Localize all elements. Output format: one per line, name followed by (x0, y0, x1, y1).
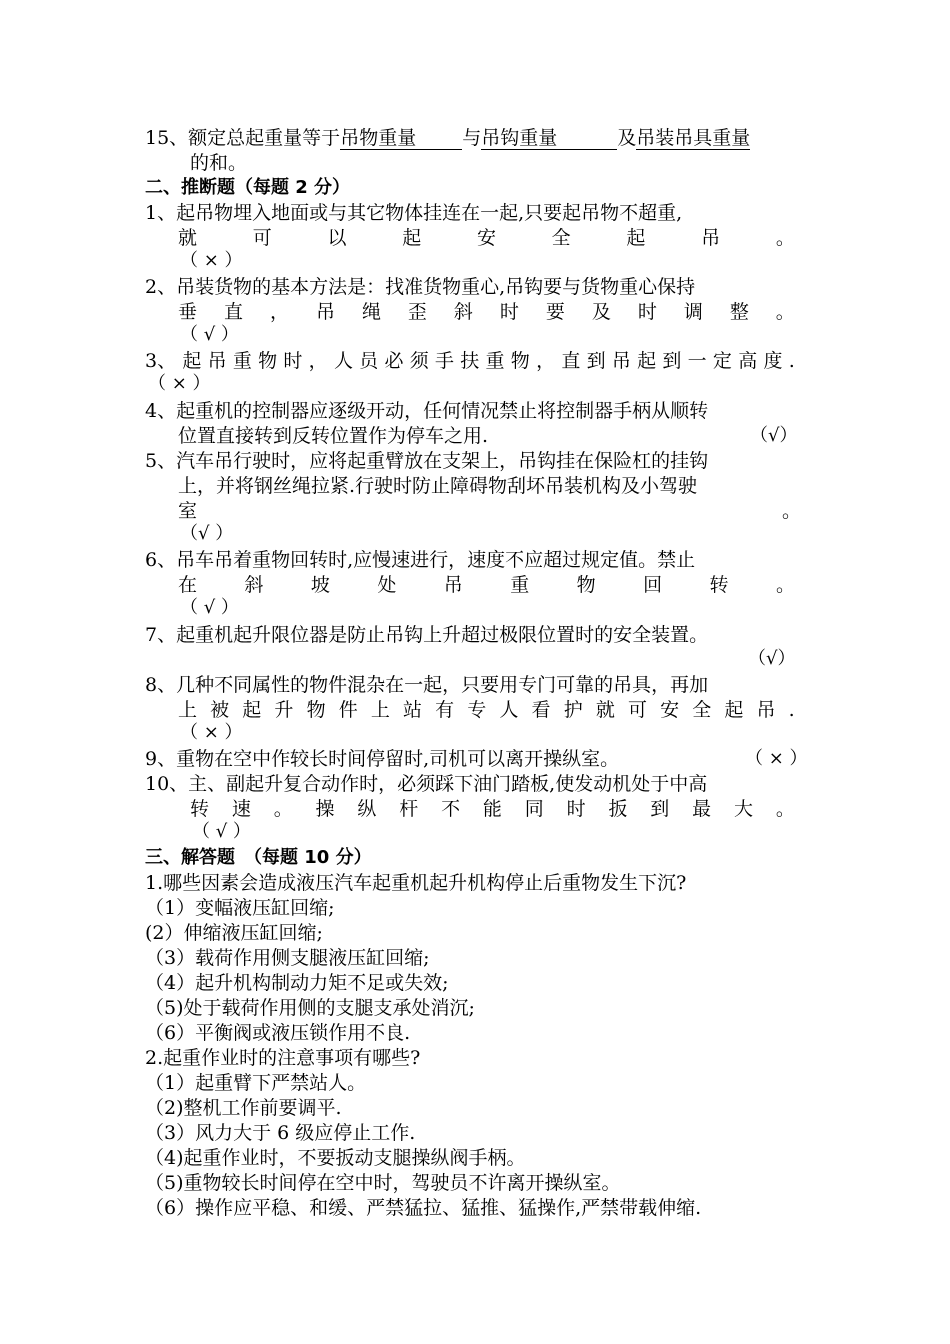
spread-char: 就 (178, 227, 198, 249)
judgment-item-8-answer: （ × ） (180, 722, 243, 743)
q15-line (145, 126, 750, 150)
spread-char: 整 (729, 301, 749, 323)
spread-char: 能 (482, 798, 502, 820)
spread-char: 高 (738, 350, 758, 372)
spread-char: 斜 (244, 574, 264, 596)
spread-char: ， (536, 350, 556, 372)
spread-char: 绳 (361, 301, 381, 323)
essay-question-2: 2.起重作业时的注意事项有哪些? (145, 1047, 421, 1069)
spread-char: 最 (692, 798, 712, 820)
spread-char: 杆 (399, 798, 419, 820)
spread-char: 起 (724, 699, 744, 721)
essay-answer-1-1: （1）变幅液压缸回缩; (145, 897, 335, 919)
spread-char: 垂 (178, 301, 198, 323)
essay-answer-1-2: (2）伸缩液压缸回缩; (145, 922, 323, 944)
spread-char: 回 (643, 574, 663, 596)
judgment-item-1-answer: （ × ） (180, 250, 243, 271)
section-2-heading: 二、推断题（每题 2 分） (145, 177, 351, 198)
spread-char: 安 (476, 227, 496, 249)
judgment-item-3-spread (145, 349, 795, 373)
essay-answer-1-6: （6）平衡阀或液压锁作用不良. (145, 1022, 411, 1044)
judgment-item-5-line3: 室 (178, 500, 198, 522)
spread-char: 吊 (207, 350, 227, 372)
spread-char: 须 (409, 350, 429, 372)
spread-char: 专 (467, 699, 487, 721)
spread-char: 升 (274, 699, 294, 721)
essay-answer-1-5: （5)处于载荷作用侧的支腿支承处消沉; (145, 997, 475, 1019)
spread-char: 物 (306, 699, 326, 721)
essay-answer-2-6: （6）操作应平稳、和缓、严禁猛拉、猛推、猛操作,严禁带载伸缩. (145, 1197, 702, 1219)
spread-char: 要 (545, 301, 565, 323)
spread-char: 安 (660, 699, 680, 721)
spread-char: ， (308, 350, 328, 372)
judgment-item-3-answer: （ × ） (148, 373, 211, 394)
judgment-item-10: 10、主、副起升复合动作时，必须踩下油门踏板,使发动机处于中高 (145, 773, 708, 795)
spread-char: 手 (435, 350, 455, 372)
judgment-item-1-spread (178, 226, 795, 250)
judgment-item-8: 8、几种不同属性的物件混杂在一起，只要用专门可靠的吊具，再加 (145, 674, 709, 696)
spread-char: 一 (687, 350, 707, 372)
q15-mid-1: 与 (462, 127, 482, 149)
spread-char: 人 (499, 699, 519, 721)
spread-char: 全 (692, 699, 712, 721)
judgment-item-2-answer: （ √ ） (180, 324, 239, 345)
spread-char: 可 (627, 699, 647, 721)
spread-char: 物 (258, 350, 278, 372)
spread-char: 以 (327, 227, 347, 249)
judgment-item-8-spread (178, 698, 795, 722)
judgment-item-5-line3-end: 。 (782, 500, 802, 522)
q15-blank-2: 吊钩重量 (481, 127, 617, 150)
spread-char: 操 (315, 798, 335, 820)
spread-char: 。 (775, 301, 795, 323)
spread-char: ， (269, 301, 289, 323)
spread-char: 到 (586, 350, 606, 372)
spread-char: 坡 (310, 574, 330, 596)
judgment-item-9-answer: （ × ） (745, 748, 808, 769)
spread-char: 大 (733, 798, 753, 820)
judgment-item-5-line2: 上，并将钢丝绳拉紧.行驶时防止障碍物刮坏吊装机构及小驾驶 (178, 475, 698, 497)
spread-char: 歪 (407, 301, 427, 323)
spread-char: 。 (775, 227, 795, 249)
spread-char: 调 (683, 301, 703, 323)
q15-blank-3: 吊装吊具重量 (636, 127, 751, 149)
judgment-item-10-spread (190, 797, 795, 821)
spread-char: 重 (485, 350, 505, 372)
spread-char: 吊 (611, 350, 631, 372)
spread-char: 可 (252, 227, 272, 249)
spread-char: 物 (510, 350, 530, 372)
spread-char: 。 (775, 798, 795, 820)
spread-char: 。 (273, 798, 293, 820)
spread-char: 及 (591, 301, 611, 323)
spread-char: 起 (626, 227, 646, 249)
spread-char: 物 (576, 574, 596, 596)
q15-blank-1: 吊物重量 (340, 127, 462, 150)
judgment-item-1: 1、起吊物埋入地面或与其它物体挂连在一起,只要起吊物不超重, (145, 202, 683, 224)
spread-char: 护 (563, 699, 583, 721)
essay-answer-2-1: （1）起重臂下严禁站人。 (145, 1072, 367, 1094)
spread-char: 转 (190, 798, 210, 820)
spread-char: 在 (178, 574, 198, 596)
judgment-item-2: 2、吊装货物的基本方法是：找准货物重心,吊钩要与货物重心保持 (145, 276, 696, 298)
spread-char: 处 (377, 574, 397, 596)
spread-char: 必 (384, 350, 404, 372)
spread-char: 全 (551, 227, 571, 249)
spread-char: 时 (499, 301, 519, 323)
spread-char: 件 (338, 699, 358, 721)
spread-char: 起 (637, 350, 657, 372)
spread-char: 扳 (608, 798, 628, 820)
spread-char: 直 (223, 301, 243, 323)
spread-char: 到 (650, 798, 670, 820)
spread-char: 就 (595, 699, 615, 721)
spread-char: 扶 (460, 350, 480, 372)
spread-char: 人 (333, 350, 353, 372)
spread-char: 重 (510, 574, 530, 596)
judgment-item-9: 9、重物在空中作较长时间停留时,司机可以离开操纵室。 (145, 748, 620, 770)
judgment-item-7: 7、起重机起升限位器是防止吊钩上升超过极限位置时的安全装置。 (145, 624, 709, 646)
spread-char: 时 (283, 350, 303, 372)
section-3-heading: 三、解答题 （每题 10 分） (145, 847, 372, 868)
q15-continuation: 的和。 (190, 152, 248, 174)
spread-char: 吊 (756, 699, 776, 721)
spread-char: 员 (359, 350, 379, 372)
spread-char: 。 (775, 574, 795, 596)
spread-char: 起 (242, 699, 262, 721)
spread-char: 看 (531, 699, 551, 721)
q15-prefix: 15、额定总起重量等于 (145, 127, 341, 149)
judgment-item-6: 6、吊车吊着重物回转时,应慢速进行，速度不应超过规定值。禁止 (145, 549, 696, 571)
spread-char: 吊 (443, 574, 463, 596)
spread-char: 速 (231, 798, 251, 820)
judgment-item-6-spread (178, 573, 795, 597)
spread-char: 定 (712, 350, 732, 372)
spread-char: 同 (524, 798, 544, 820)
spread-char: 被 (210, 699, 230, 721)
spread-char: 转 (709, 574, 729, 596)
judgment-item-4-answer: （√） (750, 425, 798, 446)
spread-char: . (788, 699, 795, 721)
spread-char: 站 (402, 699, 422, 721)
spread-char: 起 (182, 350, 202, 372)
judgment-item-5: 5、汽车吊行驶时，应将起重臂放在支架上，吊钩挂在保险杠的挂钩 (145, 450, 709, 472)
essay-answer-1-4: （4）起升机构制动力矩不足或失效; (145, 972, 449, 994)
judgment-item-7-answer: （√） (748, 648, 796, 669)
judgment-item-6-answer: （ √ ） (180, 597, 239, 618)
spread-char: 到 (662, 350, 682, 372)
essay-question-1: 1.哪些因素会造成液压汽车起重机起升机构停止后重物发生下沉? (145, 872, 687, 894)
spread-char: 吊 (701, 227, 721, 249)
judgment-item-5-answer: （√ ） (180, 523, 234, 544)
spread-char: 吊 (315, 301, 335, 323)
spread-char: 不 (441, 798, 461, 820)
spread-char: 时 (566, 798, 586, 820)
essay-answer-1-3: （3）载荷作用侧支腿液压缸回缩; (145, 947, 430, 969)
essay-answer-2-5: （5)重物较长时间停在空中时，驾驶员不许离开操纵室。 (145, 1172, 621, 1194)
spread-char: 度 (763, 350, 783, 372)
judgment-item-2-spread (178, 300, 795, 324)
spread-char: 有 (435, 699, 455, 721)
judgment-item-4: 4、起重机的控制器应逐级开动，任何情况禁止将控制器手柄从顺转 (145, 400, 709, 422)
spread-char: . (788, 350, 795, 372)
q15-mid-2: 及 (617, 127, 637, 149)
spread-char: 上 (178, 699, 198, 721)
judgment-item-4-line2: 位置直接转到反转位置作为停车之用. (178, 425, 489, 447)
spread-char: 上 (370, 699, 390, 721)
spread-char: 纵 (357, 798, 377, 820)
spread-char: 直 (561, 350, 581, 372)
essay-answer-2-2: （2)整机工作前要调平. (145, 1097, 342, 1119)
spread-char: 时 (637, 301, 657, 323)
essay-answer-2-3: （3）风力大于 6 级应停止工作. (145, 1122, 416, 1144)
judgment-item-10-answer: （ √ ） (192, 821, 251, 842)
spread-char: 重 (232, 350, 252, 372)
spread-char: 3、 (145, 350, 177, 372)
essay-answer-2-4: （4)起重作业时，不要扳动支腿操纵阀手柄。 (145, 1147, 526, 1169)
spread-char: 斜 (453, 301, 473, 323)
spread-char: 起 (402, 227, 422, 249)
